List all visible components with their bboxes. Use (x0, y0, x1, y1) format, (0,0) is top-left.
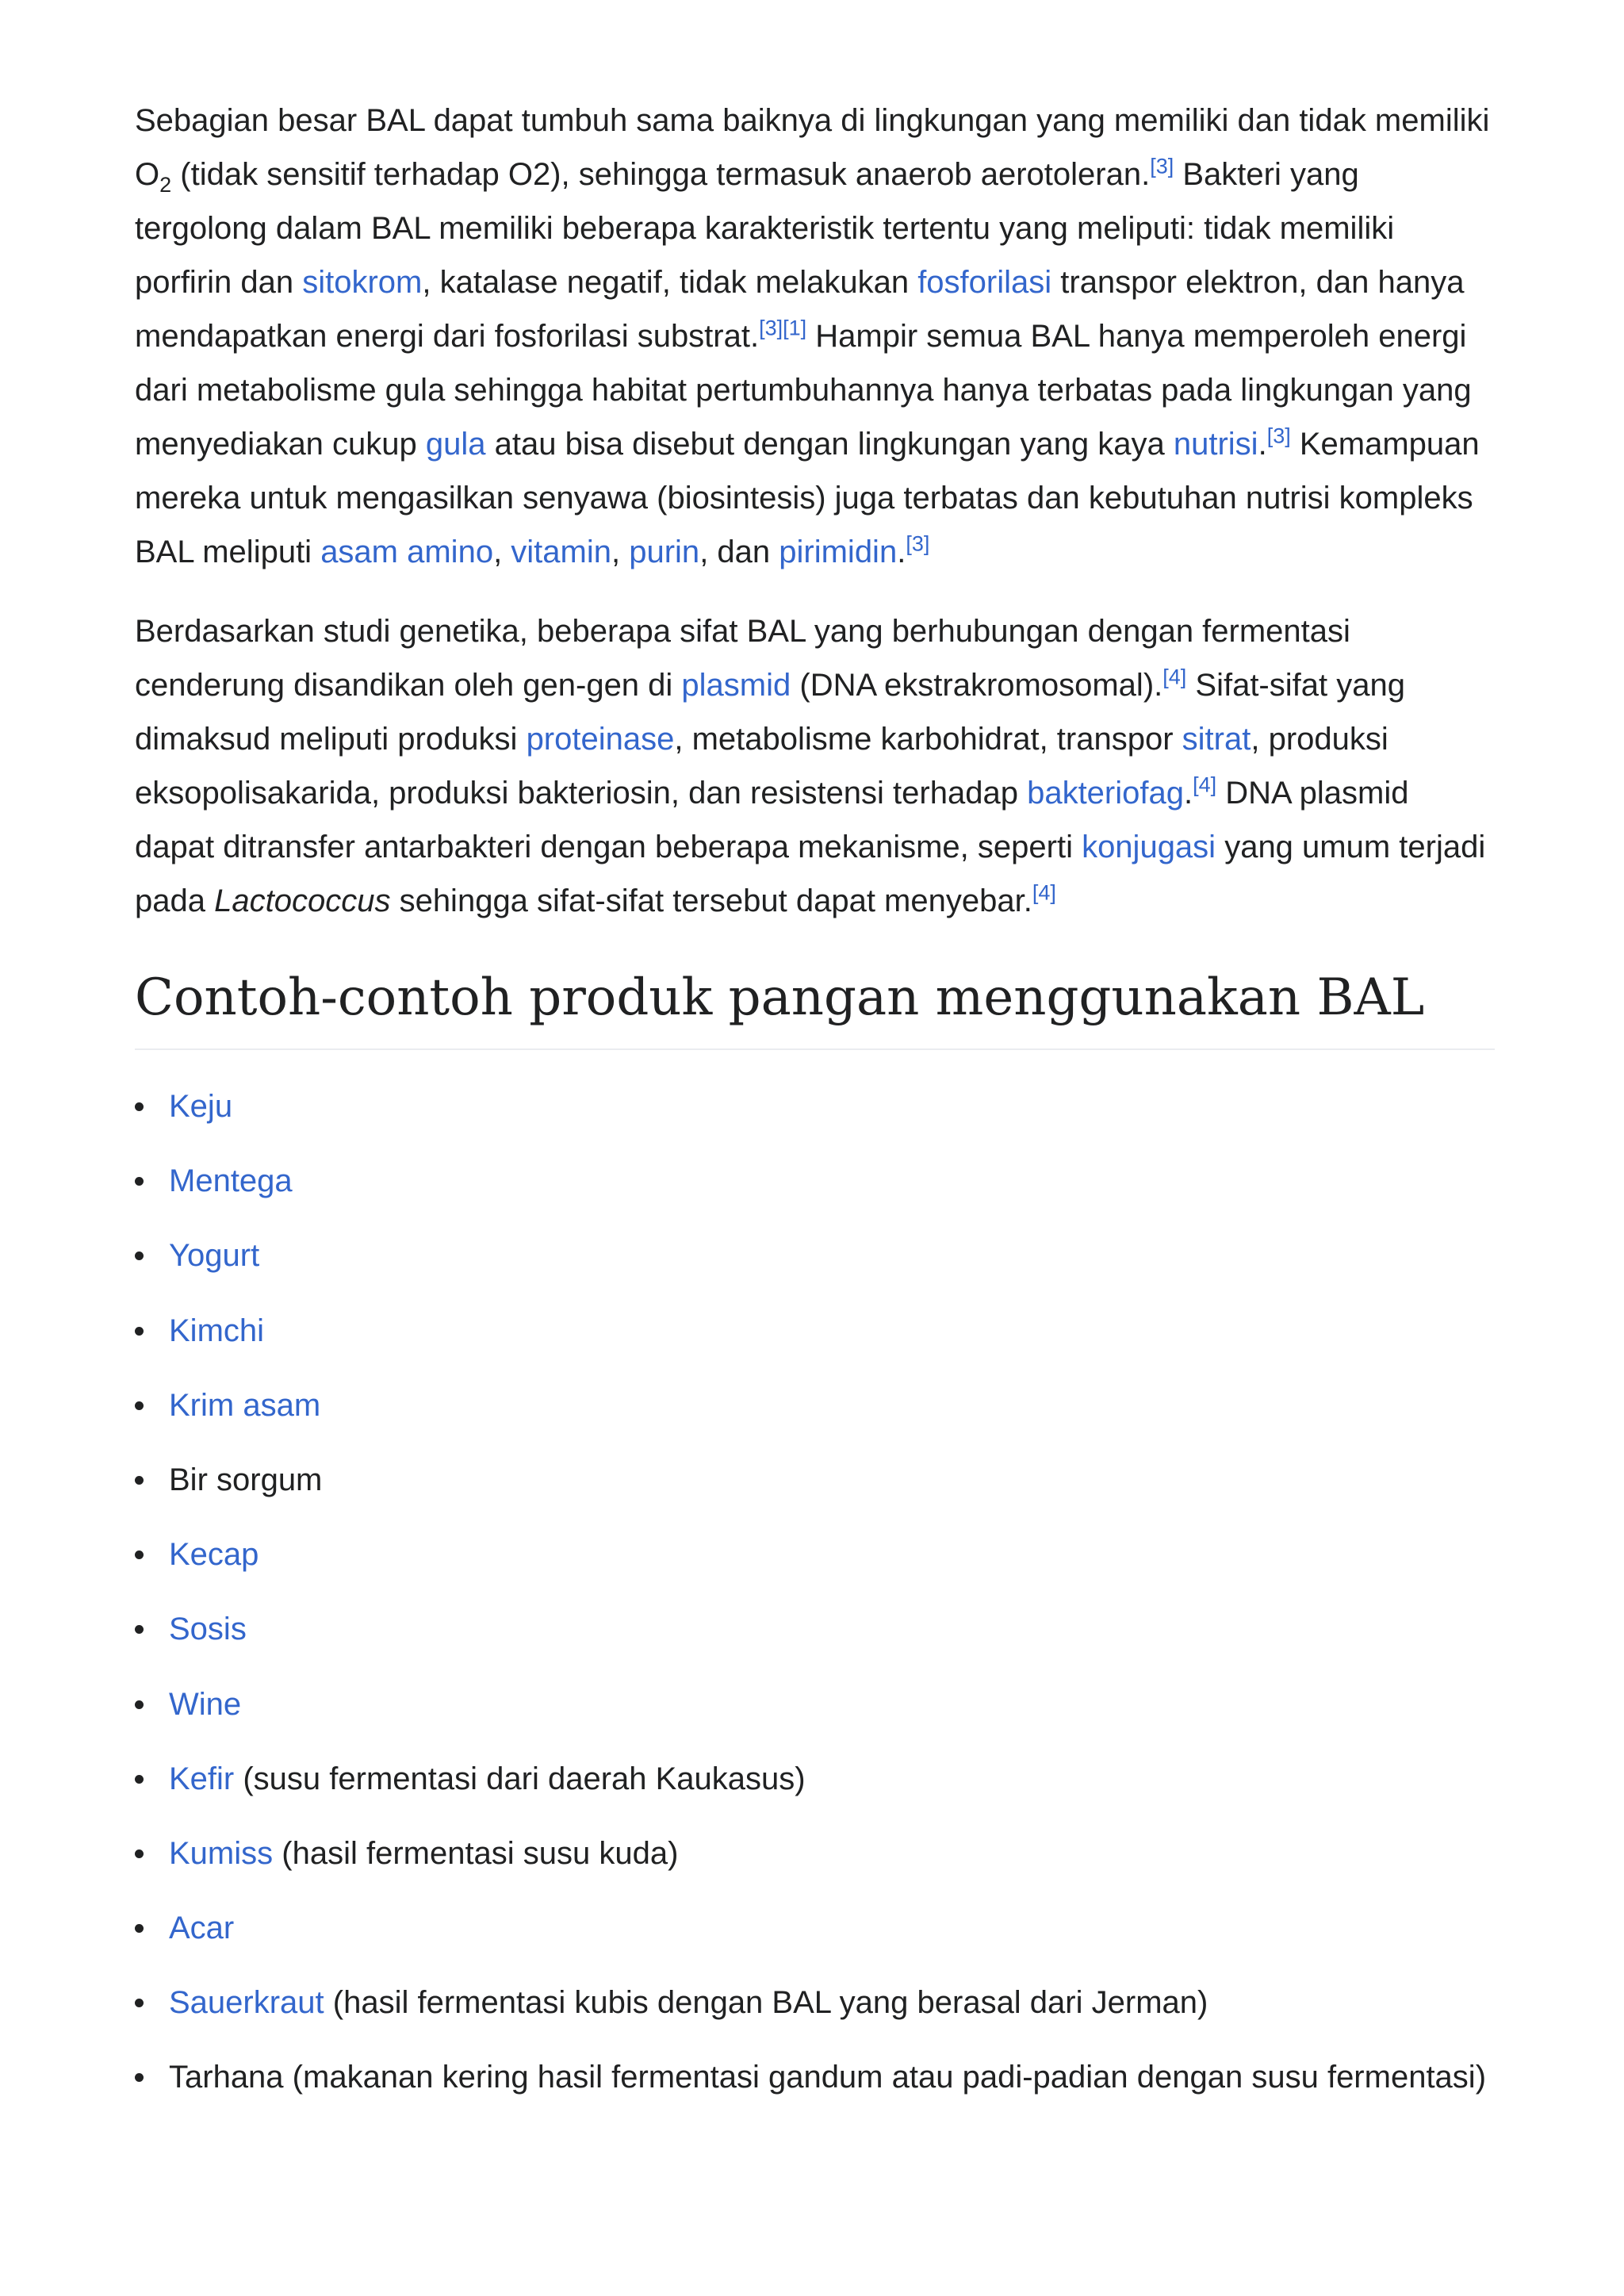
product-link[interactable]: Wine (169, 1686, 242, 1722)
link-sitrat[interactable]: sitrat (1182, 722, 1251, 757)
product-link[interactable]: Kumiss (169, 1835, 274, 1871)
list-item (135, 1294, 1495, 1368)
link-purin[interactable]: purin (629, 535, 700, 569)
list-item (135, 1742, 1495, 1816)
link-asam-amino[interactable]: asam amino (320, 535, 494, 569)
section-heading: Contoh-contoh produk pangan menggunakan BAL (135, 964, 1495, 1050)
product-link[interactable]: Acar (169, 1911, 235, 1946)
link-gula[interactable]: gula (425, 427, 486, 462)
text: Sifat-sifat yang dimaksud meliputi produksi (135, 668, 1405, 757)
list-item (135, 1069, 1495, 1144)
bullet-icon (135, 1102, 144, 1111)
link-plasmid[interactable]: plasmid (681, 668, 791, 703)
italic-lactococcus: Lactococcus (214, 884, 391, 918)
product-link[interactable]: Yogurt (169, 1238, 260, 1274)
text: . (1258, 427, 1267, 462)
text: , katalase negatif, tidak melakukan (422, 265, 918, 300)
subscript: 2 (159, 173, 172, 197)
citation-link[interactable]: [1] (783, 316, 807, 340)
article-content (135, 94, 1495, 2115)
product-link[interactable]: Sauerkraut (169, 1985, 324, 2021)
text: Sebagian besar BAL dapat tumbuh sama baiknya di lingkungan yang memiliki dan tidak memiliki O (135, 103, 1490, 192)
link-fosforilasi[interactable]: fosforilasi (917, 265, 1052, 300)
product-name: Bir sorgum (169, 1462, 323, 1497)
link-vitamin[interactable]: vitamin (511, 535, 611, 569)
product-link[interactable]: Mentega (169, 1163, 293, 1199)
text: Berdasarkan studi genetika, beberapa sifat BAL yang berhubungan dengan fermentasi cenderung disandikan oleh gen-gen di (135, 614, 1350, 703)
product-note: (hasil fermentasi kubis dengan BAL yang berasal dari Jerman) (324, 1985, 1208, 2021)
text: Kemampuan mereka untuk mengasilkan senyawa (biosintesis) juga terbatas dan kebutuhan nutrisi kompleks BAL meliputi (135, 427, 1480, 569)
text: , (611, 535, 630, 569)
citation-link[interactable]: [3] (759, 316, 783, 340)
text: , (493, 535, 511, 569)
list-item (135, 1667, 1495, 1742)
link-pirimidin[interactable]: pirimidin (779, 535, 898, 569)
bullet-icon (135, 1700, 144, 1709)
product-name: Tarhana (169, 2060, 284, 2095)
link-sitokrom[interactable]: sitokrom (302, 265, 423, 300)
text: (tidak sensitif terhadap O2), sehingga termasuk anaerob aerotoleran. (171, 157, 1151, 192)
text: (DNA ekstrakromosomal). (791, 668, 1163, 703)
text: sehingga sifat-sifat tersebut dapat menyebar. (390, 884, 1032, 918)
link-konjugasi[interactable]: konjugasi (1082, 830, 1216, 864)
bullet-icon (135, 1327, 144, 1336)
citation-link[interactable]: [4] (1032, 880, 1056, 905)
bullet-icon (135, 1849, 144, 1858)
citation-link[interactable]: [3] (1150, 154, 1174, 178)
text: yang umum terjadi pada (135, 830, 1486, 918)
paragraph-plasmid-genetics (135, 604, 1495, 928)
list-item (135, 1218, 1495, 1293)
link-bakteriofag[interactable]: bakteriofag (1027, 776, 1184, 811)
bullet-icon (135, 1177, 144, 1186)
product-note: (hasil fermentasi susu kuda) (273, 1835, 679, 1871)
product-note: (susu fermentasi dari daerah Kaukasus) (234, 1761, 806, 1796)
bullet-icon (135, 1775, 144, 1784)
product-link[interactable]: Krim asam (169, 1387, 321, 1423)
list-item (135, 1517, 1495, 1592)
text: , dan (699, 535, 779, 569)
product-link[interactable]: Keju (169, 1089, 233, 1124)
bullet-icon (135, 2073, 144, 2082)
text: Bakteri yang tergolong dalam BAL memiliki beberapa karakteristik tertentu yang meliputi: tidak memiliki porfirin dan (135, 157, 1395, 300)
product-list (135, 1069, 1495, 2115)
list-item (135, 1891, 1495, 1965)
bullet-icon (135, 1924, 144, 1933)
bullet-icon (135, 1251, 144, 1260)
list-item (135, 1592, 1495, 1666)
product-link[interactable]: Kefir (169, 1761, 235, 1796)
product-link[interactable]: Kimchi (169, 1313, 265, 1348)
text: . (1184, 776, 1193, 811)
text: . (897, 535, 906, 569)
text: DNA plasmid dapat ditransfer antarbakteri dengan beberapa mekanisme, seperti (135, 776, 1409, 864)
citation-link[interactable]: [3] (1266, 424, 1291, 448)
text: , metabolisme karbohidrat, transpor (674, 722, 1182, 757)
text: transpor elektron, dan hanya mendapatkan energi dari fosforilasi substrat. (135, 265, 1465, 354)
list-item (135, 1144, 1495, 1218)
product-note: (makanan kering hasil fermentasi gandum atau padi-padian dengan susu fermentasi) (283, 2060, 1487, 2095)
list-item (135, 2040, 1495, 2114)
text: atau bisa disebut dengan lingkungan yang kaya (485, 427, 1174, 462)
text: Hampir semua BAL hanya memperoleh energi dari metabolisme gula sehingga habitat pertumbuhannya hanya terbatas pada lingkungan yang menyediakan cukup (135, 319, 1472, 462)
product-link[interactable]: Sosis (169, 1612, 247, 1647)
list-item (135, 1368, 1495, 1443)
link-nutrisi[interactable]: nutrisi (1173, 427, 1258, 462)
bullet-icon (135, 1401, 144, 1410)
bullet-icon (135, 1999, 144, 2007)
product-link[interactable]: Kecap (169, 1537, 259, 1573)
link-proteinase[interactable]: proteinase (526, 722, 675, 757)
list-item (135, 1443, 1495, 1517)
citation-link[interactable]: [4] (1162, 665, 1187, 689)
list-item (135, 1965, 1495, 2040)
citation-link[interactable]: [4] (1193, 772, 1217, 797)
bullet-icon (135, 1550, 144, 1559)
citation-link[interactable]: [3] (906, 531, 930, 556)
list-item (135, 1816, 1495, 1891)
paragraph-bal-characteristics (135, 94, 1495, 579)
bullet-icon (135, 1625, 144, 1634)
text: , produksi eksopolisakarida, produksi bakteriosin, dan resistensi terhadap (135, 722, 1388, 811)
bullet-icon (135, 1476, 144, 1485)
